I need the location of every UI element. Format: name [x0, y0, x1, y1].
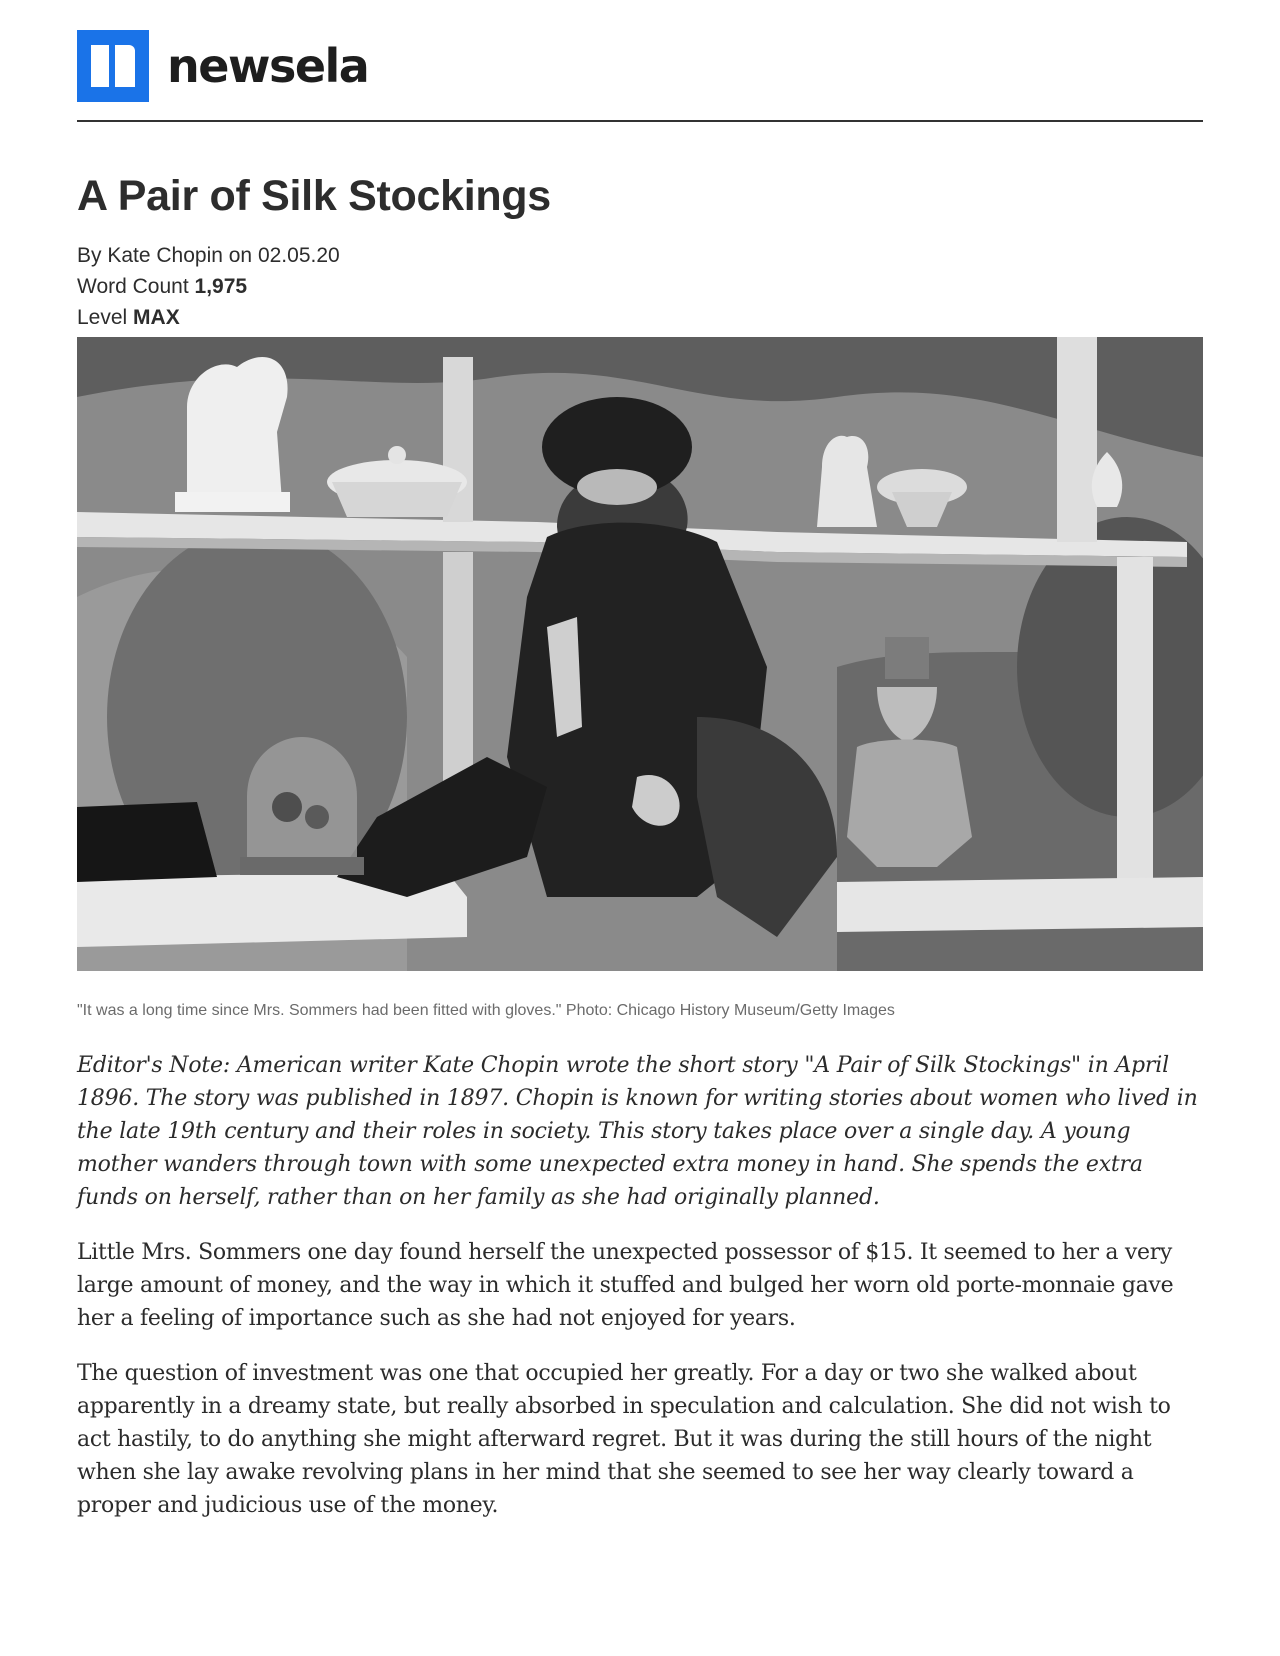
photo-illustration: [77, 337, 1203, 971]
story-paragraph: The question of investment was one that occupied her greatly. For a day or two she walked about apparently in a dreamy state, but really absorbed in speculation and calculation. She did not wish to act hastily, to do anything she might afterward regret. But it was during the still hours of the night when she lay awake revolving plans in her mind that she seemed to see her way clearly toward a proper and judicious use of the money.: [77, 1361, 1171, 1518]
masthead: [77, 30, 1203, 102]
reading-level: [77, 302, 1203, 333]
header-divider: [77, 120, 1203, 122]
story-paragraph: Little Mrs. Sommers one day found herself the unexpected possessor of $15. It seemed to her a very large amount of money, and the way in which it stuffed and bulged her worn old porte-monnaie gave her a feeling of importance such as she had not enjoyed for years.: [77, 1240, 1174, 1331]
word-count: [77, 271, 1203, 302]
article-meta: [77, 240, 1203, 333]
level-label: Level: [77, 306, 128, 329]
newsela-logo-icon[interactable]: [77, 30, 149, 102]
word-count-value: 1,975: [194, 275, 248, 298]
article-page: [77, 30, 1203, 1544]
level-value: MAX: [133, 306, 180, 329]
article-photo: [77, 337, 1203, 971]
byline: By Kate Chopin on 02.05.20: [77, 244, 340, 267]
brand-wordmark[interactable]: newsela: [167, 39, 369, 93]
editors-note: Editor's Note: American writer Kate Chopin wrote the short story "A Pair of Silk Stockings" in April 1896. The story was published in 1897. Chopin is known for writing stories about women who lived in the late 19th century and their roles in society. This story takes place over a single day. A young mother wanders through town with some unexpected extra money in hand. She spends the extra funds on herself, rather than on her family as she had originally planned.: [77, 1053, 1198, 1210]
article-title: A Pair of Silk Stockings: [77, 172, 551, 220]
photo-caption: "It was a long time since Mrs. Sommers had been fitted with gloves." Photo: Chicago History Museum/Getty Images: [77, 1002, 895, 1019]
word-count-label: Word Count: [77, 275, 189, 298]
